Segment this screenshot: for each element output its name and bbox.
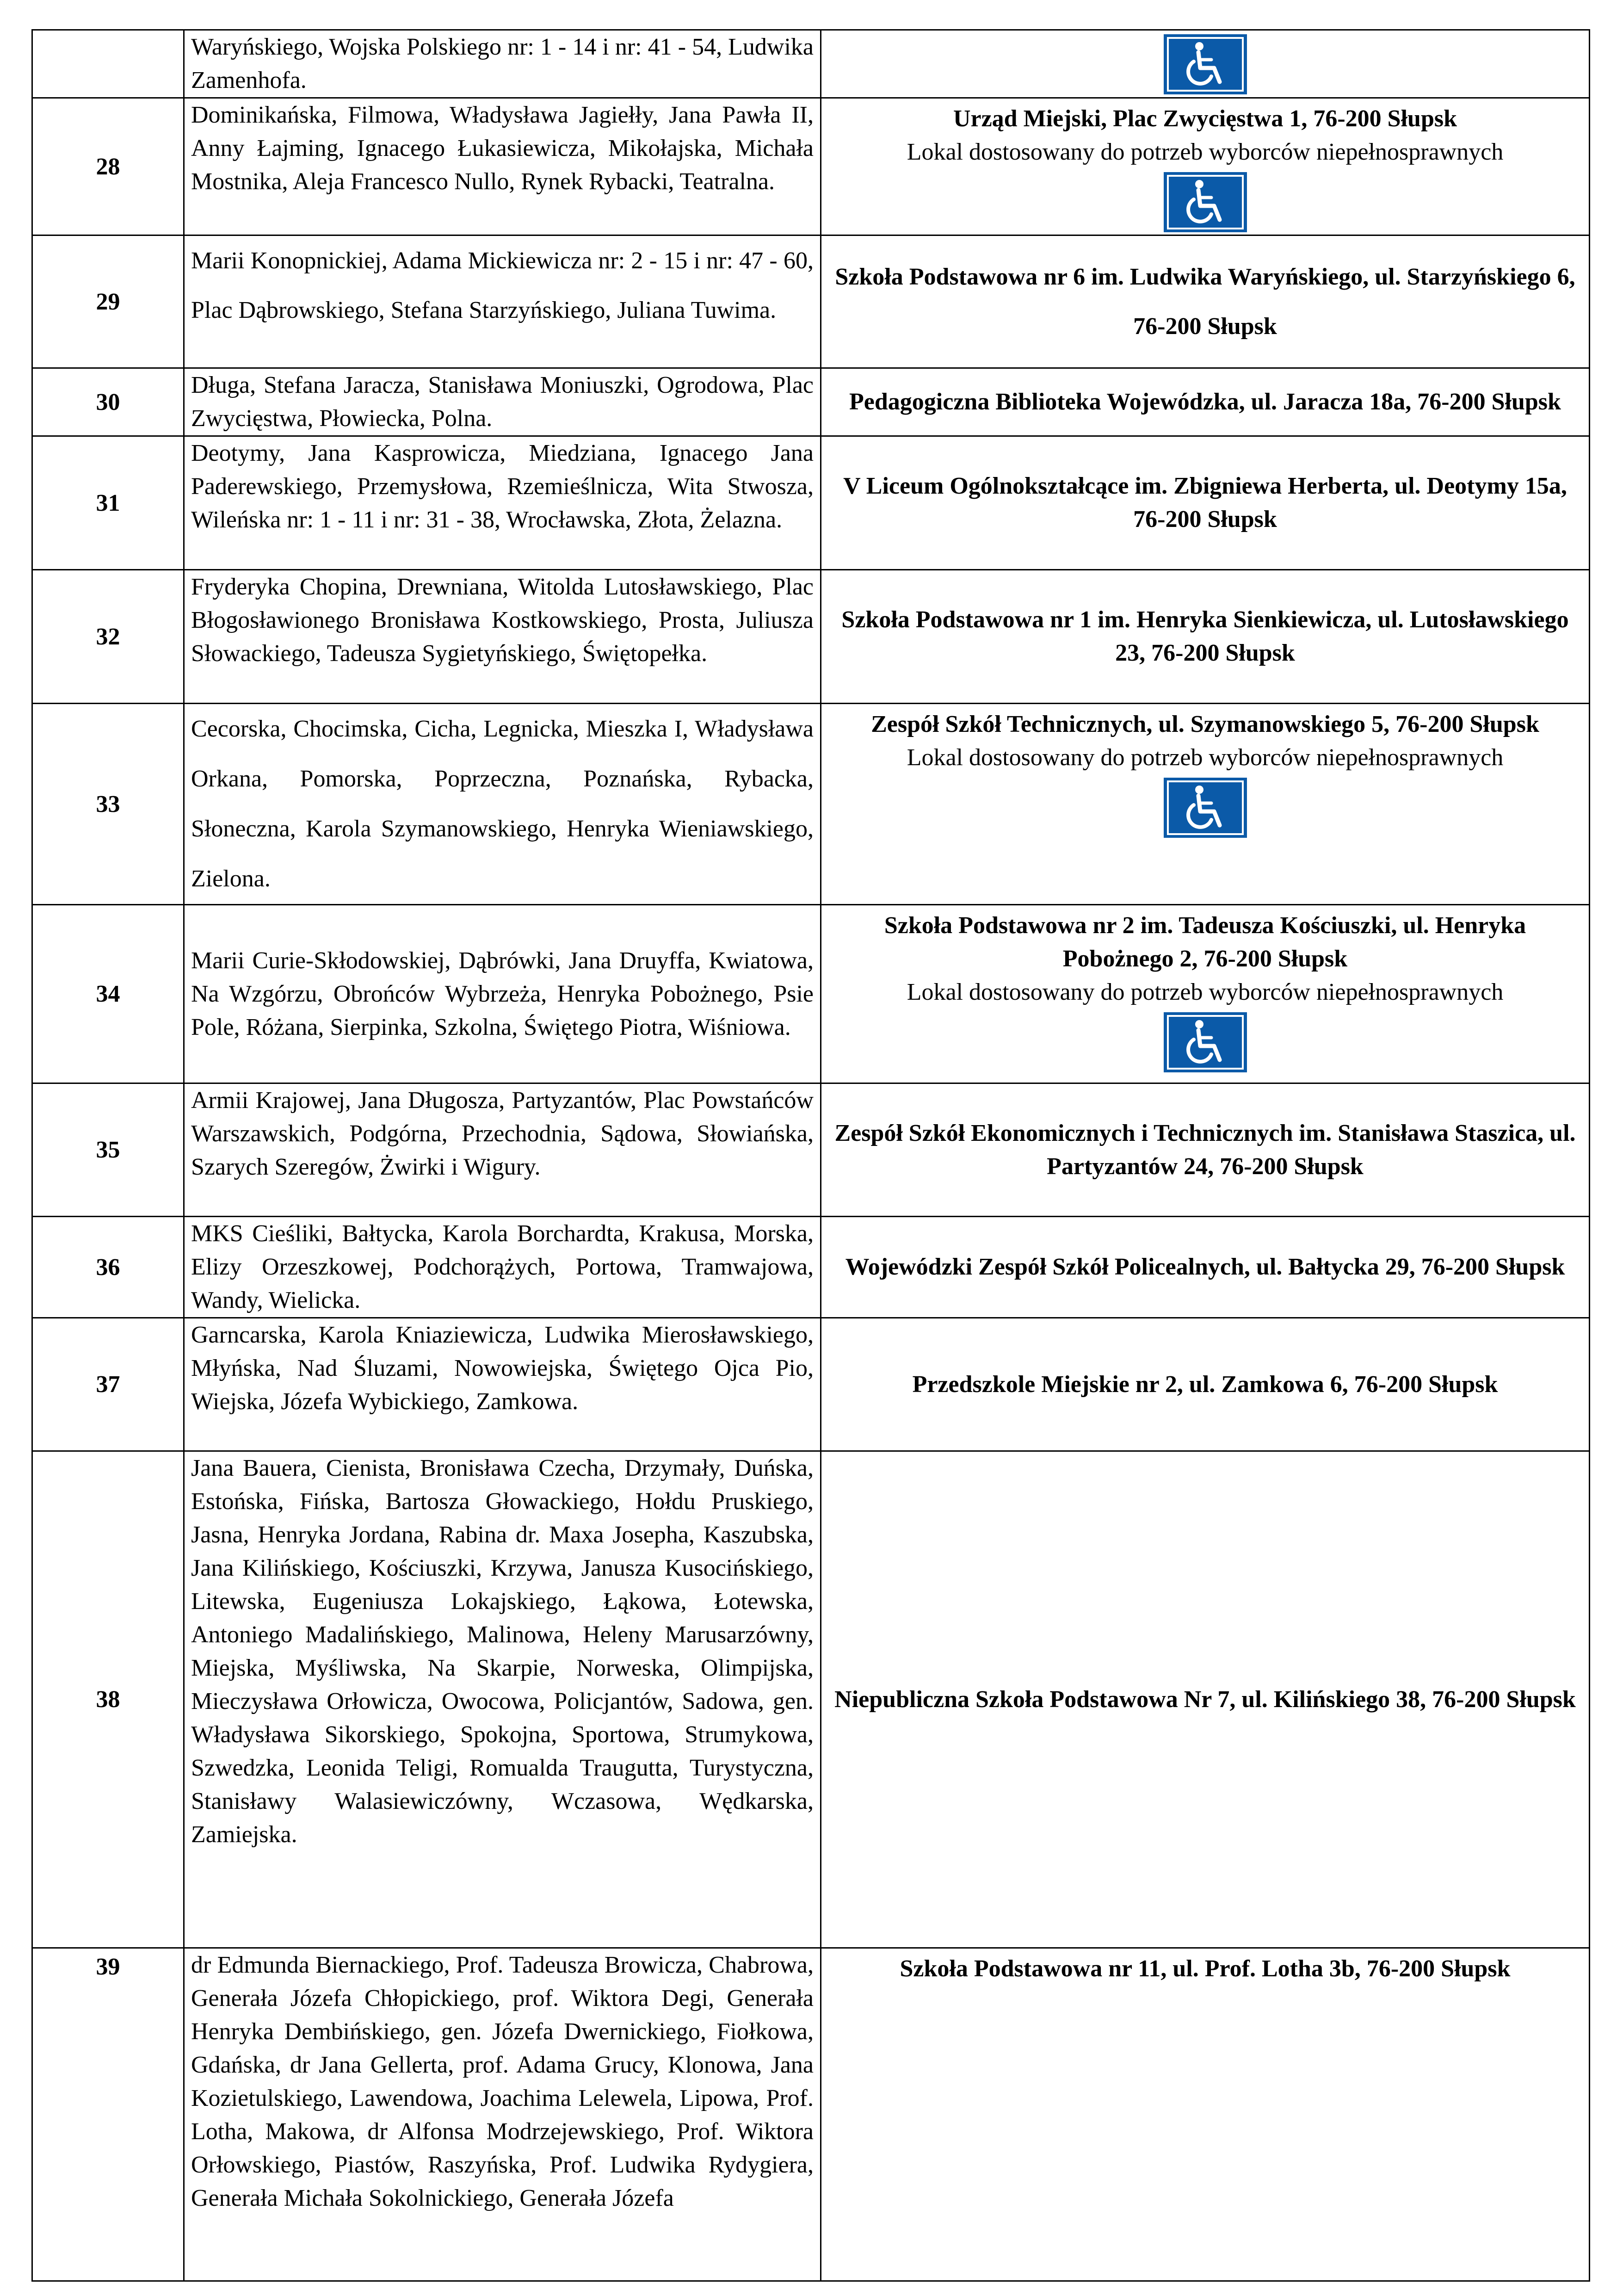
wheelchair-icon [1163,777,1247,838]
table-row [32,1948,1590,2281]
accessibility-note: Lokal dostosowany do potrzeb wyborców niepełnosprawnych [907,139,1504,165]
polling-place [821,368,1590,436]
station-number [32,30,184,98]
table-row [32,704,1590,905]
polling-place-name: Wojewódzki Zespół Szkół Policealnych, ul. Bałtycka 29, 76-200 Słupsk [845,1254,1565,1280]
polling-place [821,235,1590,368]
table-row [32,1083,1590,1217]
polling-place-name: Szkoła Podstawowa nr 1 im. Henryka Sienkiewicza, ul. Lutosławskiego 23, 76-200 Słupsk [841,606,1569,666]
polling-place [821,1451,1590,1948]
streets-list: Armii Krajowej, Jana Długosza, Partyzantów, Plac Powstańców Warszawskich, Podgórna, Przechodnia, Sądowa, Słowiańska, Szarych Szeregów, Żwirki i Wigury. [184,1083,821,1217]
streets-list: Cecorska, Chocimska, Cicha, Legnicka, Mieszka I, Władysława Orkana, Pomorska, Poprzeczna, Poznańska, Rybacka, Słoneczna, Karola Szymanowskiego, Henryka Wieniawskiego, Zielona. [184,704,821,905]
station-number: 33 [32,704,184,905]
polling-place [821,1217,1590,1318]
polling-place-name: Pedagogiczna Biblioteka Wojewódzka, ul. Jaracza 18a, 76-200 Słupsk [849,389,1561,415]
table-row [32,436,1590,570]
table-row [32,98,1590,235]
streets-list: Garncarska, Karola Kniaziewicza, Ludwika Mierosławskiego, Młyńska, Nad Śluzami, Nowowiejska, Świętego Ojca Pio, Wiejska, Józefa Wybickiego, Zamkowa. [184,1318,821,1451]
station-number: 37 [32,1318,184,1451]
station-number: 34 [32,905,184,1083]
streets-list: Jana Bauera, Cienista, Bronisława Czecha, Drzymały, Duńska, Estońska, Fińska, Bartosza Głowackiego, Hołdu Pruskiego, Jasna, Henryka Jordana, Rabina dr. Maxa Josepha, Kaszubska, Jana Kilińskiego, Kościuszki, Krzywa, Janusza Kusocińskiego, Litewska, Eugeniusza Lokajskiego, Łąkowa, Łotewska, Antoniego Madalińskiego, Malinowa, Heleny Marusarzówny, Miejska, Myśliwska, Na Skarpie, Norweska, Olimpijska, Mieczysława Orłowicza, Owocowa, Policjantów, Sadowa, gen. Władysława Sikorskiego, Spokojna, Sportowa, Strumykowa, Szwedzka, Leonida Teligi, Romualda Traugutta, Turystyczna, Stanisławy Walasiewiczówny, Wczasowa, Wędkarska, Zamiejska. [184,1451,821,1948]
wheelchair-icon [1163,1012,1247,1073]
table-row [32,570,1590,704]
polling-place [821,98,1590,235]
polling-place-name: Urząd Miejski, Plac Zwycięstwa 1, 76-200 Słupsk [953,105,1457,132]
table-row [32,905,1590,1083]
station-number: 35 [32,1083,184,1217]
wheelchair-icon [1163,34,1247,95]
station-number: 29 [32,235,184,368]
wheelchair-icon [1163,172,1247,233]
polling-place [821,704,1590,905]
station-number: 36 [32,1217,184,1318]
polling-place-name: V Liceum Ogólnokształcące im. Zbigniewa Herberta, ul. Deotymy 15a, 76-200 Słupsk [843,473,1567,532]
polling-place-name: Szkoła Podstawowa nr 11, ul. Prof. Lotha 3b, 76-200 Słupsk [900,1956,1511,1982]
streets-list: Deotymy, Jana Kasprowicza, Miedziana, Ignacego Jana Paderewskiego, Przemysłowa, Rzemieślnicza, Wita Stwosza, Wileńska nr: 1 - 11 i nr: 31 - 38, Wrocławska, Złota, Żelazna. [184,436,821,570]
polling-place [821,30,1590,98]
table-row [32,368,1590,436]
polling-place [821,905,1590,1083]
streets-list: Dominikańska, Filmowa, Władysława Jagiełły, Jana Pawła II, Anny Łajming, Ignacego Łukasiewicza, Mikołajska, Michała Mostnika, Aleja Francesco Nullo, Rynek Rybacki, Teatralna. [184,98,821,235]
accessibility-note: Lokal dostosowany do potrzeb wyborców niepełnosprawnych [907,744,1504,771]
streets-list: Waryńskiego, Wojska Polskiego nr: 1 - 14 i nr: 41 - 54, Ludwika Zamenhofa. [184,30,821,98]
streets-list: Marii Konopnickiej, Adama Mickiewicza nr: 2 - 15 i nr: 47 - 60, Plac Dąbrowskiego, Stefana Starzyńskiego, Juliana Tuwima. [184,235,821,368]
station-number: 31 [32,436,184,570]
streets-list: dr Edmunda Biernackiego, Prof. Tadeusza Browicza, Chabrowa, Generała Józefa Chłopickiego, prof. Wiktora Degi, Generała Henryka Dembińskiego, gen. Józefa Dwernickiego, Fiołkowa, Gdańska, dr Jana Gellerta, prof. Adama Grucy, Klonowa, Jana Kozietulskiego, Lawendowa, Joachima Lelewela, Lipowa, Prof. Lotha, Makowa, dr Alfonsa Modrzejewskiego, Prof. Wiktora Orłowskiego, Piastów, Raszyńska, Prof. Ludwika Rydygiera, Generała Michała Sokolnickiego, Generała Józefa [184,1948,821,2281]
table-row [32,1217,1590,1318]
polling-place [821,1948,1590,2281]
polling-place-name: Niepubliczna Szkoła Podstawowa Nr 7, ul. Kilińskiego 38, 76-200 Słupsk [834,1686,1576,1713]
polling-place [821,1318,1590,1451]
polling-place-name: Zespół Szkół Technicznych, ul. Szymanowskiego 5, 76-200 Słupsk [871,711,1539,737]
table-row [32,235,1590,368]
streets-list: Marii Curie-Skłodowskiej, Dąbrówki, Jana Druyffa, Kwiatowa, Na Wzgórzu, Obrońców Wybrzeża, Henryka Pobożnego, Psie Pole, Różana, Sierpinka, Szkolna, Świętego Piotra, Wiśniowa. [184,905,821,1083]
station-number: 32 [32,570,184,704]
polling-place-name: Szkoła Podstawowa nr 6 im. Ludwika Waryńskiego, ul. Starzyńskiego 6, 76-200 Słupsk [835,264,1575,340]
table-row [32,1451,1590,1948]
polling-place [821,436,1590,570]
streets-list: Fryderyka Chopina, Drewniana, Witolda Lutosławskiego, Plac Błogosławionego Bronisława Kostkowskiego, Prosta, Juliusza Słowackiego, Tadeusza Sygietyńskiego, Świętopełka. [184,570,821,704]
polling-place [821,570,1590,704]
accessibility-note: Lokal dostosowany do potrzeb wyborców niepełnosprawnych [907,979,1504,1005]
polling-place-name: Przedszkole Miejskie nr 2, ul. Zamkowa 6, 76-200 Słupsk [912,1371,1498,1398]
station-number: 38 [32,1451,184,1948]
station-number: 39 [32,1948,184,2281]
table-row [32,1318,1590,1451]
table-row [32,30,1590,98]
streets-list: MKS Cieśliki, Bałtycka, Karola Borchardta, Krakusa, Morska, Elizy Orzeszkowej, Podchorążych, Portowa, Tramwajowa, Wandy, Wielicka. [184,1217,821,1318]
station-number: 28 [32,98,184,235]
polling-place-name: Szkoła Podstawowa nr 2 im. Tadeusza Kościuszki, ul. Henryka Pobożnego 2, 76-200 Słupsk [884,912,1526,972]
station-number: 30 [32,368,184,436]
polling-stations-table [31,29,1590,2282]
polling-place-name: Zespół Szkół Ekonomicznych i Technicznych im. Stanisława Staszica, ul. Partyzantów 24, 76-200 Słupsk [834,1120,1576,1180]
ballot-table-page [31,29,1589,2282]
polling-place [821,1083,1590,1217]
streets-list: Długa, Stefana Jaracza, Stanisława Moniuszki, Ogrodowa, Plac Zwycięstwa, Płowiecka, Polna. [184,368,821,436]
